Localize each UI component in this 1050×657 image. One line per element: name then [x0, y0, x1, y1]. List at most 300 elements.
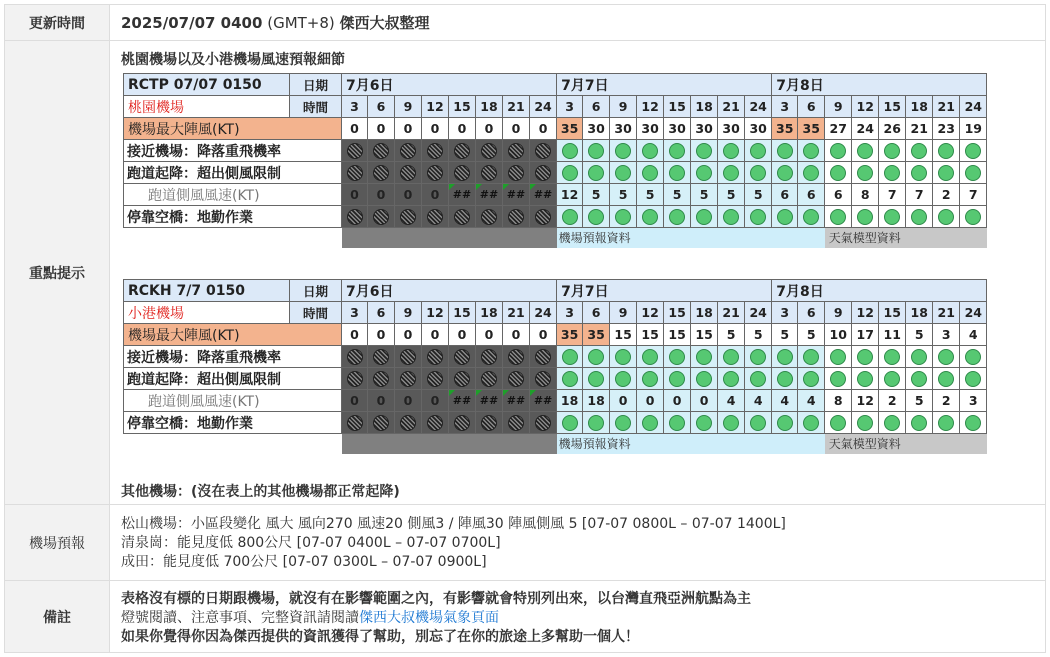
gust-value: 30 — [718, 118, 745, 140]
crosswind-value: ## — [530, 390, 557, 412]
impact-dot-icon — [373, 371, 389, 387]
gust-value: 5 — [718, 324, 745, 346]
time-label: 時間 — [290, 96, 342, 118]
normal-dot-icon — [857, 209, 873, 225]
normal-dot-icon — [669, 143, 685, 159]
approach-status-cell — [583, 346, 610, 368]
station-code: RCTP 07/07 0150 — [124, 74, 290, 96]
date-cell: 7月7日 — [557, 280, 772, 302]
normal-dot-icon — [615, 143, 631, 159]
normal-dot-icon — [911, 165, 927, 181]
hour-cell: 6 — [583, 302, 610, 324]
normal-dot-icon — [830, 165, 846, 181]
gust-value: 0 — [503, 324, 530, 346]
crosswind-value: ## — [503, 184, 530, 206]
crosswind-value: 8 — [825, 390, 852, 412]
gate-status-cell — [530, 412, 557, 434]
approach-status-cell — [422, 140, 449, 162]
approach-status-cell — [503, 346, 530, 368]
approach-status-cell — [422, 346, 449, 368]
runway-status-cell — [664, 368, 691, 390]
normal-dot-icon — [562, 349, 578, 365]
impact-dot-icon — [454, 143, 470, 159]
runway-status-cell — [906, 368, 933, 390]
impact-dot-icon — [481, 371, 497, 387]
runway-status-cell — [852, 368, 879, 390]
gust-value: 30 — [583, 118, 610, 140]
crosswind-value: 0 — [395, 184, 422, 206]
runway-status-cell — [825, 162, 852, 184]
crosswind-value: 7 — [879, 184, 906, 206]
runway-status-cell — [368, 368, 395, 390]
normal-dot-icon — [938, 209, 954, 225]
gate-status-cell — [503, 206, 530, 228]
hour-cell: 18 — [476, 96, 503, 118]
runway-status-cell — [342, 368, 368, 390]
notes-line-3: 如果你覺得你因為傑西提供的資訊獲得了幫助，別忘了在你的旅途上多幫助一個人！ — [121, 629, 639, 645]
gate-status-cell — [395, 206, 422, 228]
gate-status-cell — [476, 412, 503, 434]
gate-status-cell — [476, 206, 503, 228]
notes-line-2 — [121, 609, 499, 627]
gust-value: 3 — [933, 324, 960, 346]
runway-status-cell — [879, 162, 906, 184]
forecast-line-narita: 成田：能見度低 700公尺 [07-07 0300L – 07-07 0900L] — [121, 554, 487, 570]
runway-status-cell — [691, 368, 718, 390]
date-cell: 7月7日 — [557, 74, 772, 96]
approach-status-cell — [476, 140, 503, 162]
gate-status-cell — [718, 412, 745, 434]
gust-value: 30 — [664, 118, 691, 140]
crosswind-value: 0 — [610, 390, 637, 412]
normal-dot-icon — [777, 209, 793, 225]
hour-cell: 3 — [772, 302, 798, 324]
normal-dot-icon — [884, 165, 900, 181]
normal-dot-icon — [965, 415, 981, 431]
impact-dot-icon — [347, 349, 363, 365]
normal-dot-icon — [857, 143, 873, 159]
approach-status-cell — [718, 140, 745, 162]
runway-status-cell — [503, 368, 530, 390]
normal-dot-icon — [696, 143, 712, 159]
impact-dot-icon — [535, 371, 551, 387]
gate-status-cell — [933, 206, 960, 228]
impact-dot-icon — [427, 371, 443, 387]
gate-status-cell — [825, 206, 852, 228]
gate-status-cell — [368, 412, 395, 434]
runway-status-cell — [422, 162, 449, 184]
forecast-row — [4, 505, 1046, 581]
band-spacer — [124, 228, 342, 248]
normal-dot-icon — [965, 209, 981, 225]
impact-dot-icon — [508, 415, 524, 431]
normal-dot-icon — [965, 143, 981, 159]
hour-cell: 24 — [960, 96, 987, 118]
impact-dot-icon — [481, 349, 497, 365]
hour-cell: 12 — [422, 302, 449, 324]
runway-status-cell — [960, 368, 987, 390]
approach-status-cell — [933, 346, 960, 368]
hour-cell: 21 — [718, 302, 745, 324]
normal-dot-icon — [857, 415, 873, 431]
band-spacer — [124, 434, 342, 454]
normal-dot-icon — [803, 209, 819, 225]
date-label: 日期 — [290, 280, 342, 302]
airport-name: 桃園機場 — [124, 96, 290, 118]
gate-status-cell — [772, 206, 798, 228]
runway-status-cell — [368, 162, 395, 184]
runway-status-cell — [933, 368, 960, 390]
hour-cell: 12 — [852, 96, 879, 118]
hour-cell: 15 — [664, 96, 691, 118]
normal-dot-icon — [642, 415, 658, 431]
gust-value: 15 — [664, 324, 691, 346]
station-code: RCKH 7/7 0150 — [124, 280, 290, 302]
hour-cell: 9 — [610, 96, 637, 118]
gate-status-cell — [906, 412, 933, 434]
notes-label: 備註 — [5, 581, 110, 652]
normal-dot-icon — [588, 165, 604, 181]
gate-label: 停靠空橋：地勤作業 — [124, 412, 342, 434]
gust-value: 0 — [342, 118, 368, 140]
runway-status-cell — [449, 368, 476, 390]
forecast-label: 機場預報 — [5, 505, 110, 580]
normal-dot-icon — [777, 165, 793, 181]
crosswind-value: 5 — [583, 184, 610, 206]
hour-cell: 21 — [718, 96, 745, 118]
gate-status-cell — [798, 412, 825, 434]
approach-status-cell — [718, 346, 745, 368]
crosswind-value: 0 — [422, 184, 449, 206]
hour-cell: 24 — [960, 302, 987, 324]
hour-cell: 15 — [879, 302, 906, 324]
gust-value: 35 — [583, 324, 610, 346]
impact-dot-icon — [481, 415, 497, 431]
gate-status-cell — [852, 206, 879, 228]
gate-status-cell — [368, 206, 395, 228]
band-airport-forecast: 機場預報資料 — [557, 228, 718, 248]
crosswind-value: 0 — [691, 390, 718, 412]
runway-status-cell — [718, 368, 745, 390]
gust-value: 21 — [906, 118, 933, 140]
normal-dot-icon — [857, 349, 873, 365]
normal-dot-icon — [884, 371, 900, 387]
impact-dot-icon — [347, 371, 363, 387]
gust-label: 機場最大陣風(KT) — [124, 118, 342, 140]
approach-status-cell — [852, 140, 879, 162]
gust-value: 5 — [772, 324, 798, 346]
normal-dot-icon — [642, 371, 658, 387]
gust-value: 0 — [449, 118, 476, 140]
normal-dot-icon — [884, 209, 900, 225]
crosswind-value: 12 — [557, 184, 583, 206]
gust-value: 19 — [960, 118, 987, 140]
gate-status-cell — [342, 206, 368, 228]
normal-dot-icon — [562, 371, 578, 387]
approach-status-cell — [368, 140, 395, 162]
gust-value: 5 — [745, 324, 772, 346]
runway-label: 跑道起降：超出側風限制 — [124, 368, 342, 390]
gate-status-cell — [422, 206, 449, 228]
runway-status-cell — [530, 368, 557, 390]
normal-dot-icon — [642, 209, 658, 225]
crosswind-value: 6 — [798, 184, 825, 206]
runway-status-cell — [852, 162, 879, 184]
crosswind-value: ## — [503, 390, 530, 412]
gust-value: 35 — [557, 324, 583, 346]
normal-dot-icon — [965, 165, 981, 181]
hour-cell: 9 — [825, 96, 852, 118]
approach-status-cell — [557, 140, 583, 162]
runway-label: 跑道起降：超出側風限制 — [124, 162, 342, 184]
approach-status-cell — [772, 346, 798, 368]
normal-dot-icon — [615, 349, 631, 365]
crosswind-value: 5 — [664, 184, 691, 206]
approach-status-cell — [879, 346, 906, 368]
crosswind-value: 0 — [422, 390, 449, 412]
rckh-wind-table — [123, 279, 987, 454]
normal-dot-icon — [911, 143, 927, 159]
normal-dot-icon — [911, 371, 927, 387]
crosswind-value: 12 — [852, 390, 879, 412]
note-marker-icon — [530, 184, 536, 190]
hour-cell: 21 — [933, 302, 960, 324]
hour-cell: 3 — [342, 96, 368, 118]
normal-dot-icon — [884, 143, 900, 159]
impact-dot-icon — [373, 143, 389, 159]
hour-cell: 18 — [691, 96, 718, 118]
normal-dot-icon — [696, 371, 712, 387]
gust-value: 0 — [476, 118, 503, 140]
crosswind-value: 5 — [691, 184, 718, 206]
runway-status-cell — [745, 162, 772, 184]
hour-cell: 18 — [476, 302, 503, 324]
gust-value: 15 — [691, 324, 718, 346]
crosswind-value: ## — [476, 184, 503, 206]
impact-dot-icon — [481, 143, 497, 159]
approach-status-cell — [503, 140, 530, 162]
approach-status-cell — [610, 140, 637, 162]
impact-dot-icon — [400, 165, 416, 181]
gate-status-cell — [664, 206, 691, 228]
gate-status-cell — [395, 412, 422, 434]
hour-cell: 3 — [342, 302, 368, 324]
hour-cell: 6 — [798, 302, 825, 324]
keypoints-label: 重點提示 — [5, 41, 110, 504]
gate-status-cell — [906, 206, 933, 228]
gust-value: 0 — [342, 324, 368, 346]
approach-status-cell — [825, 346, 852, 368]
impact-dot-icon — [508, 349, 524, 365]
hour-cell: 12 — [852, 302, 879, 324]
crosswind-value: 4 — [745, 390, 772, 412]
normal-dot-icon — [642, 143, 658, 159]
gust-value: 0 — [503, 118, 530, 140]
crosswind-value: 0 — [368, 390, 395, 412]
runway-status-cell — [557, 162, 583, 184]
runway-status-cell — [798, 162, 825, 184]
runway-status-cell — [772, 368, 798, 390]
gust-value: 30 — [691, 118, 718, 140]
crosswind-value: 0 — [342, 184, 368, 206]
normal-dot-icon — [803, 415, 819, 431]
impact-dot-icon — [535, 349, 551, 365]
runway-status-cell — [476, 162, 503, 184]
impact-dot-icon — [373, 165, 389, 181]
normal-dot-icon — [777, 143, 793, 159]
runway-status-cell — [557, 368, 583, 390]
gate-status-cell — [583, 412, 610, 434]
approach-label: 接近機場：降落重飛機率 — [124, 346, 342, 368]
update-text — [121, 14, 430, 32]
runway-status-cell — [798, 368, 825, 390]
impact-dot-icon — [454, 165, 470, 181]
airport-weather-page-link[interactable]: 傑西大叔機場氣象頁面 — [359, 610, 499, 626]
impact-dot-icon — [454, 415, 470, 431]
gate-status-cell — [745, 206, 772, 228]
gate-status-cell — [449, 206, 476, 228]
gust-value: 30 — [745, 118, 772, 140]
forecast-line-qingquangang: 清泉崗：能見度低 800公尺 [07-07 0400L – 07-07 0700L] — [121, 535, 501, 551]
normal-dot-icon — [750, 349, 766, 365]
normal-dot-icon — [696, 165, 712, 181]
runway-status-cell — [395, 368, 422, 390]
approach-status-cell — [449, 140, 476, 162]
date-cell: 7月6日 — [342, 74, 557, 96]
normal-dot-icon — [669, 209, 685, 225]
normal-dot-icon — [911, 415, 927, 431]
gust-value: 27 — [825, 118, 852, 140]
gust-value: 0 — [530, 324, 557, 346]
hour-cell: 21 — [503, 302, 530, 324]
impact-dot-icon — [454, 371, 470, 387]
runway-status-cell — [530, 162, 557, 184]
airport-name: 小港機場 — [124, 302, 290, 324]
gate-status-cell — [691, 412, 718, 434]
gust-value: 0 — [422, 118, 449, 140]
hour-cell: 18 — [906, 96, 933, 118]
crosswind-value: 2 — [933, 390, 960, 412]
approach-status-cell — [530, 346, 557, 368]
normal-dot-icon — [723, 143, 739, 159]
band-history — [342, 228, 557, 248]
gate-status-cell — [557, 206, 583, 228]
note-marker-icon — [449, 184, 455, 190]
gate-status-cell — [557, 412, 583, 434]
approach-status-cell — [745, 346, 772, 368]
gate-status-cell — [825, 412, 852, 434]
gust-value: 0 — [476, 324, 503, 346]
gust-value: 17 — [852, 324, 879, 346]
hour-cell: 9 — [395, 96, 422, 118]
approach-status-cell — [664, 346, 691, 368]
normal-dot-icon — [803, 349, 819, 365]
normal-dot-icon — [830, 209, 846, 225]
approach-status-cell — [583, 140, 610, 162]
approach-status-cell — [342, 140, 368, 162]
normal-dot-icon — [669, 165, 685, 181]
normal-dot-icon — [642, 165, 658, 181]
crosswind-value: 5 — [610, 184, 637, 206]
gust-value: 30 — [610, 118, 637, 140]
normal-dot-icon — [615, 415, 631, 431]
gate-status-cell — [342, 412, 368, 434]
runway-status-cell — [476, 368, 503, 390]
impact-dot-icon — [373, 209, 389, 225]
date-label: 日期 — [290, 74, 342, 96]
impact-dot-icon — [454, 209, 470, 225]
band-airport-forecast: 機場預報資料 — [557, 434, 718, 454]
crosswind-value: 4 — [718, 390, 745, 412]
approach-status-cell — [368, 346, 395, 368]
band-airport-forecast-tail — [718, 434, 825, 454]
gust-value: 35 — [798, 118, 825, 140]
gate-status-cell — [449, 412, 476, 434]
gate-status-cell — [960, 206, 987, 228]
hour-cell: 15 — [664, 302, 691, 324]
runway-status-cell — [664, 162, 691, 184]
crosswind-value: ## — [449, 390, 476, 412]
hour-cell: 12 — [422, 96, 449, 118]
gust-value: 24 — [852, 118, 879, 140]
normal-dot-icon — [938, 165, 954, 181]
normal-dot-icon — [723, 371, 739, 387]
gust-value: 15 — [610, 324, 637, 346]
runway-status-cell — [772, 162, 798, 184]
normal-dot-icon — [669, 349, 685, 365]
normal-dot-icon — [588, 415, 604, 431]
note-marker-icon — [503, 390, 509, 396]
crosswind-value: 6 — [772, 184, 798, 206]
normal-dot-icon — [803, 165, 819, 181]
normal-dot-icon — [777, 371, 793, 387]
impact-dot-icon — [427, 209, 443, 225]
approach-status-cell — [530, 140, 557, 162]
crosswind-label: 跑道側風風速(KT) — [124, 184, 342, 206]
hour-cell: 12 — [637, 96, 664, 118]
gate-status-cell — [852, 412, 879, 434]
crosswind-value: ## — [449, 184, 476, 206]
hour-cell: 15 — [449, 96, 476, 118]
approach-status-cell — [637, 140, 664, 162]
gust-value: 4 — [960, 324, 987, 346]
normal-dot-icon — [965, 371, 981, 387]
impact-dot-icon — [427, 349, 443, 365]
approach-label: 接近機場：降落重飛機率 — [124, 140, 342, 162]
runway-status-cell — [637, 162, 664, 184]
impact-dot-icon — [373, 349, 389, 365]
impact-dot-icon — [427, 165, 443, 181]
normal-dot-icon — [911, 349, 927, 365]
crosswind-value: 4 — [798, 390, 825, 412]
gust-value: 0 — [449, 324, 476, 346]
normal-dot-icon — [696, 415, 712, 431]
approach-status-cell — [906, 346, 933, 368]
normal-dot-icon — [588, 209, 604, 225]
normal-dot-icon — [938, 371, 954, 387]
approach-status-cell — [637, 346, 664, 368]
gate-status-cell — [610, 412, 637, 434]
update-row — [4, 4, 1046, 41]
hour-cell: 21 — [933, 96, 960, 118]
notes-line-2-text: 燈號閱讀、注意事項、完整資訊請閱讀 — [121, 610, 359, 626]
crosswind-value: ## — [530, 184, 557, 206]
crosswind-value: 8 — [852, 184, 879, 206]
impact-dot-icon — [427, 415, 443, 431]
crosswind-value: 5 — [718, 184, 745, 206]
hour-cell: 6 — [798, 96, 825, 118]
impact-dot-icon — [400, 143, 416, 159]
